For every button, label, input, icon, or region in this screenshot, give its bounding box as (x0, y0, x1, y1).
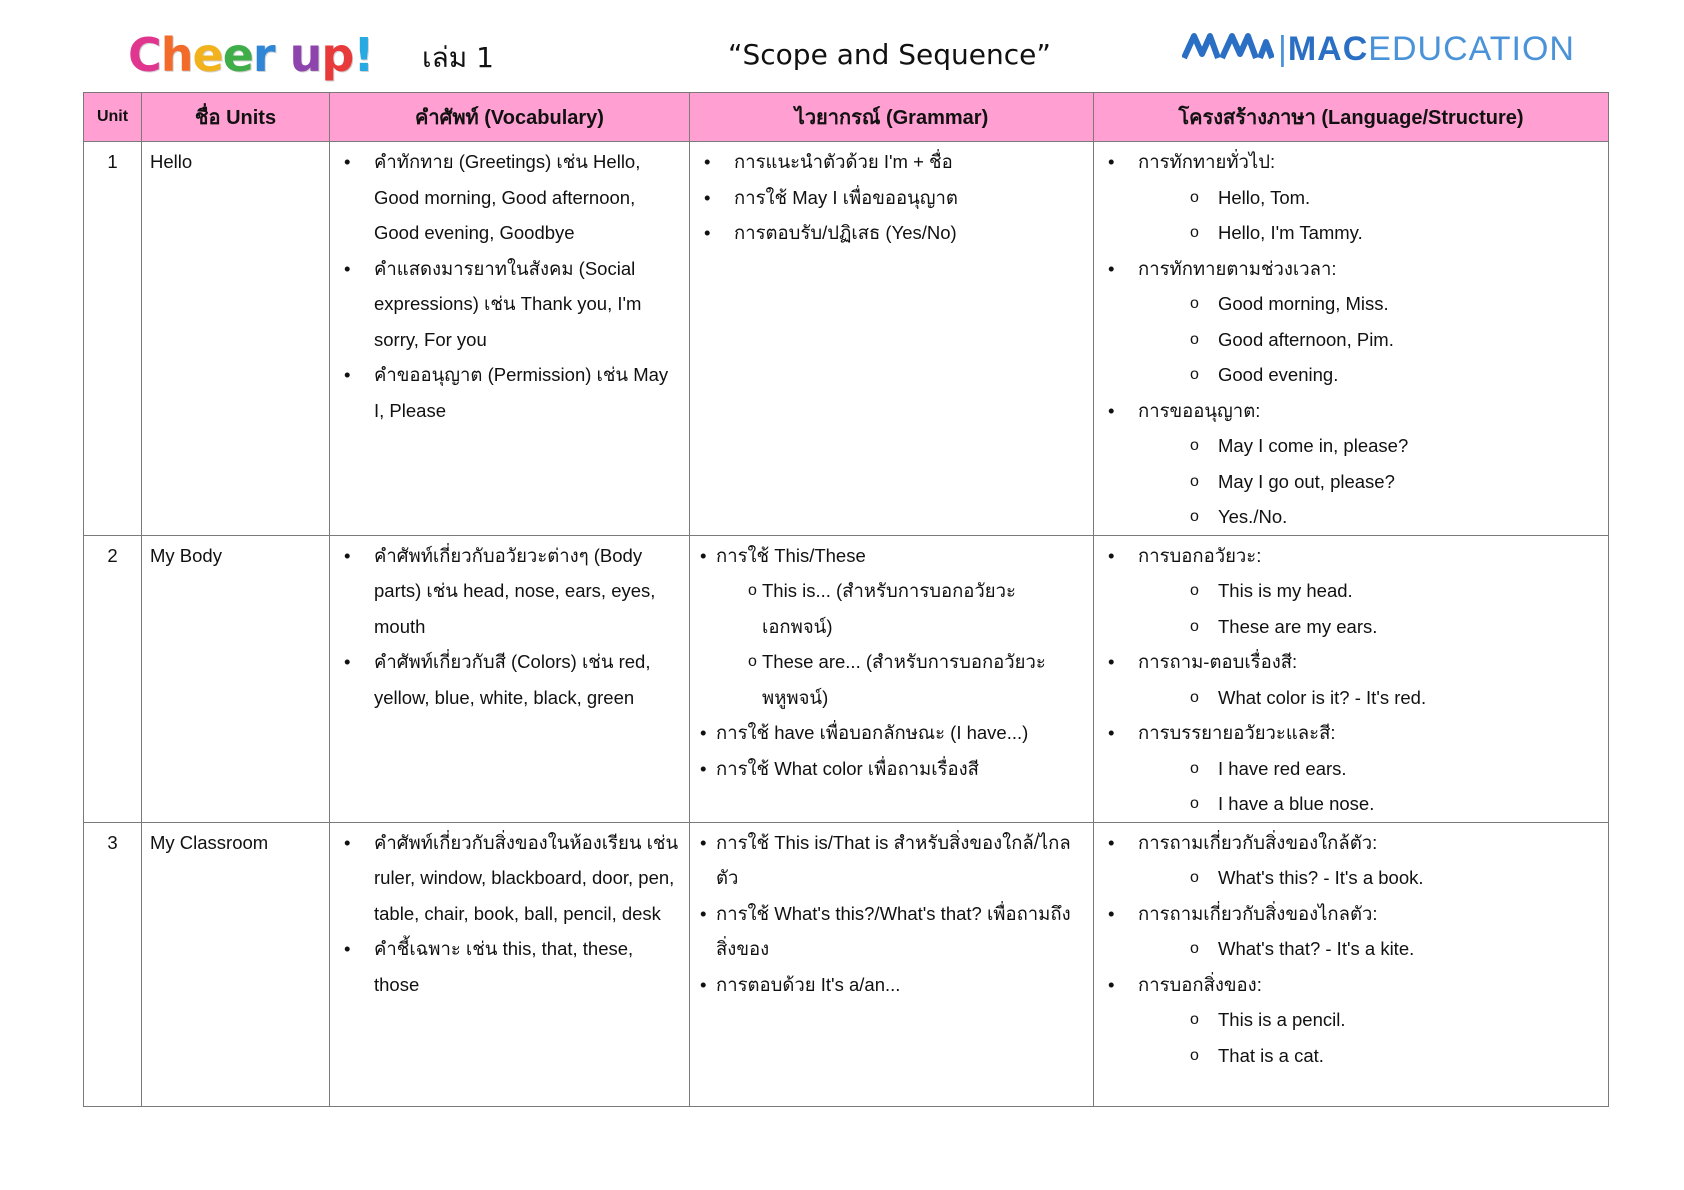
logo-letter: ! (353, 28, 374, 82)
list-item-text: การบอกสิ่งของ: (1138, 973, 1262, 995)
sub-bullet-list (716, 573, 1085, 715)
book-number: เล่ม 1 (422, 41, 494, 74)
sub-list-item: o What color is it? - It's red. (1138, 680, 1600, 716)
list-item (1102, 251, 1600, 393)
list-item-text: การแนะนำตัวด้วย I'm + ชื่อ (734, 151, 953, 172)
list-item (1102, 896, 1600, 967)
list-item: • คำทักทาย (Greetings) เช่น Hello, Good morning, Good afternoon, Good evening, Goodbye (338, 144, 681, 251)
scope-sequence-table (83, 92, 1609, 1107)
table-row (84, 142, 1609, 536)
sub-list-item: o I have a blue nose. (1138, 786, 1600, 822)
structure-cell (1094, 535, 1609, 822)
sub-bullet-list (1138, 1002, 1600, 1073)
sub-list-item: o This is my head. (1138, 573, 1600, 609)
bullet-list (698, 825, 1085, 1003)
sub-list-item: o Hello, I'm Tammy. (1138, 215, 1600, 251)
list-item-text: การถามเกี่ยวกับสิ่งของไกลตัว: (1138, 902, 1378, 924)
column-header-unit: Unit (84, 93, 142, 142)
sub-list-item: o May I come in, please? (1138, 428, 1600, 464)
list-item (1102, 967, 1600, 1074)
vocabulary-cell (330, 822, 690, 1106)
list-item-text: การใช้ This/These (716, 544, 866, 566)
bullet-list (698, 538, 1085, 787)
sub-list-item: o Hello, Tom. (1138, 180, 1600, 216)
vocabulary-cell (330, 142, 690, 536)
vocabulary-cell (330, 535, 690, 822)
unit-number: 1 (84, 142, 142, 536)
structure-cell (1094, 142, 1609, 536)
grammar-cell (690, 142, 1094, 536)
column-header-structure: โครงสร้างภาษา (Language/Structure) (1094, 93, 1609, 142)
list-item-text: การบรรยายอวัยวะและสี: (1138, 722, 1336, 743)
table-row (84, 822, 1609, 1106)
list-item (1102, 715, 1600, 822)
sub-list-item: o Good evening. (1138, 357, 1600, 393)
bullet-list (1102, 538, 1600, 822)
table-row (84, 535, 1609, 822)
list-item: • คำแสดงมารยาทในสังคม (Social expressions) เช่น Thank you, I'm sorry, For you (338, 251, 681, 358)
list-item: • คำขออนุญาต (Permission) เช่น May I, Please (338, 357, 681, 428)
list-item-text: การใช้ What's this?/What's that? เพื่อถามถึงสิ่งของ (716, 902, 1071, 959)
list-item-text: การถามเกี่ยวกับสิ่งของใกล้ตัว: (1138, 831, 1378, 853)
brand-name: |MACEDUCATION (1278, 30, 1575, 68)
sub-list-item: o These are my ears. (1138, 609, 1600, 645)
sub-list-item: o These are... (สำหรับการบอกอวัยวะพหูพจน์) (716, 644, 1085, 715)
sub-bullet-list (1138, 428, 1600, 535)
logo-letter: p (321, 28, 354, 82)
sub-bullet-list (1138, 680, 1600, 716)
list-item-text: การทักทายทั่วไป: (1138, 151, 1276, 172)
sub-list-item: o What's this? - It's a book. (1138, 860, 1600, 896)
logo-letter: h (160, 28, 193, 82)
sub-bullet-list (1138, 573, 1600, 644)
sub-list-item: o This is... (สำหรับการบอกอวัยวะเอกพจน์) (716, 573, 1085, 644)
list-item-text: การขออนุญาต: (1138, 399, 1261, 421)
sub-bullet-list (1138, 180, 1600, 251)
table-header-row (84, 93, 1609, 142)
bullet-list (338, 538, 681, 716)
sub-list-item: o Good afternoon, Pim. (1138, 322, 1600, 358)
bullet-list (698, 144, 1085, 251)
list-item-text: การตอบรับ/ปฏิเสธ (Yes/No) (734, 222, 957, 243)
list-item (698, 144, 1085, 180)
unit-number: 2 (84, 535, 142, 822)
unit-name: My Classroom (142, 822, 330, 1106)
unit-number: 3 (84, 822, 142, 1106)
list-item (698, 967, 1085, 1003)
page-header (0, 0, 1684, 92)
list-item-text: การตอบด้วย It's a/an... (716, 973, 901, 995)
sub-list-item: o Yes./No. (1138, 499, 1600, 535)
list-item (1102, 825, 1600, 896)
sub-list-item: o What's that? - It's a kite. (1138, 931, 1600, 967)
column-header-grammar: ไวยากรณ์ (Grammar) (690, 93, 1094, 142)
list-item (1102, 393, 1600, 535)
list-item (698, 215, 1085, 251)
sub-bullet-list (1138, 860, 1600, 896)
sub-bullet-list (1138, 286, 1600, 393)
sub-list-item: o This is a pencil. (1138, 1002, 1600, 1038)
list-item (698, 751, 1085, 787)
list-item-text: การใช้ What color เพื่อถามเรื่องสี (716, 757, 979, 779)
list-item-text: การบอกอวัยวะ: (1138, 544, 1262, 566)
list-item: • คำชี้เฉพาะ เช่น this, that, these, those (338, 931, 681, 1002)
list-item (698, 715, 1085, 751)
list-item (1102, 538, 1600, 645)
list-item (698, 825, 1085, 896)
sub-list-item: o Good morning, Miss. (1138, 286, 1600, 322)
list-item (698, 538, 1085, 716)
mac-wave-icon (1182, 32, 1274, 62)
bullet-list (1102, 144, 1600, 535)
column-header-vocabulary: คำศัพท์ (Vocabulary) (330, 93, 690, 142)
bullet-list (338, 825, 681, 1003)
unit-name: Hello (142, 142, 330, 536)
sub-bullet-list (1138, 751, 1600, 822)
sub-list-item: o I have red ears. (1138, 751, 1600, 787)
list-item: • คำศัพท์เกี่ยวกับสิ่งของในห้องเรียน เช่น ruler, window, blackboard, door, pen, table, chair, book, ball, pencil, desk (338, 825, 681, 932)
unit-name: My Body (142, 535, 330, 822)
structure-cell (1094, 822, 1609, 1106)
sub-list-item: o May I go out, please? (1138, 464, 1600, 500)
list-item (1102, 644, 1600, 715)
list-item-text: การใช้ May I เพื่อขออนุญาต (734, 186, 958, 208)
list-item: • คำศัพท์เกี่ยวกับสี (Colors) เช่น red, yellow, blue, white, black, green (338, 644, 681, 715)
list-item-text: การทักทายตามช่วงเวลา: (1138, 257, 1337, 279)
logo-letter (275, 28, 290, 82)
list-item (1102, 144, 1600, 251)
page-title: “Scope and Sequence” (728, 38, 1051, 71)
logo-letter: e (192, 28, 223, 82)
bullet-list (338, 144, 681, 428)
list-item (698, 896, 1085, 967)
list-item: • คำศัพท์เกี่ยวกับอวัยวะต่างๆ (Body parts) เช่น head, nose, ears, eyes, mouth (338, 538, 681, 645)
logo-letter: u (289, 28, 322, 82)
cheer-up-logo (128, 28, 373, 82)
list-item-text: การถาม-ตอบเรื่องสี: (1138, 651, 1298, 672)
list-item (698, 180, 1085, 216)
logo-letter: r (252, 28, 275, 82)
grammar-cell (690, 535, 1094, 822)
list-item-text: การใช้ This is/That is สำหรับสิ่งของใกล้/ไกลตัว (716, 831, 1071, 888)
list-item-text: การใช้ have เพื่อบอกลักษณะ (I have...) (716, 722, 1029, 743)
sub-bullet-list (1138, 931, 1600, 967)
column-header-units: ชื่อ Units (142, 93, 330, 142)
bullet-list (1102, 825, 1600, 1074)
logo-letter: C (128, 28, 161, 82)
grammar-cell (690, 822, 1094, 1106)
logo-letter: e (222, 28, 253, 82)
sub-list-item: o That is a cat. (1138, 1038, 1600, 1074)
